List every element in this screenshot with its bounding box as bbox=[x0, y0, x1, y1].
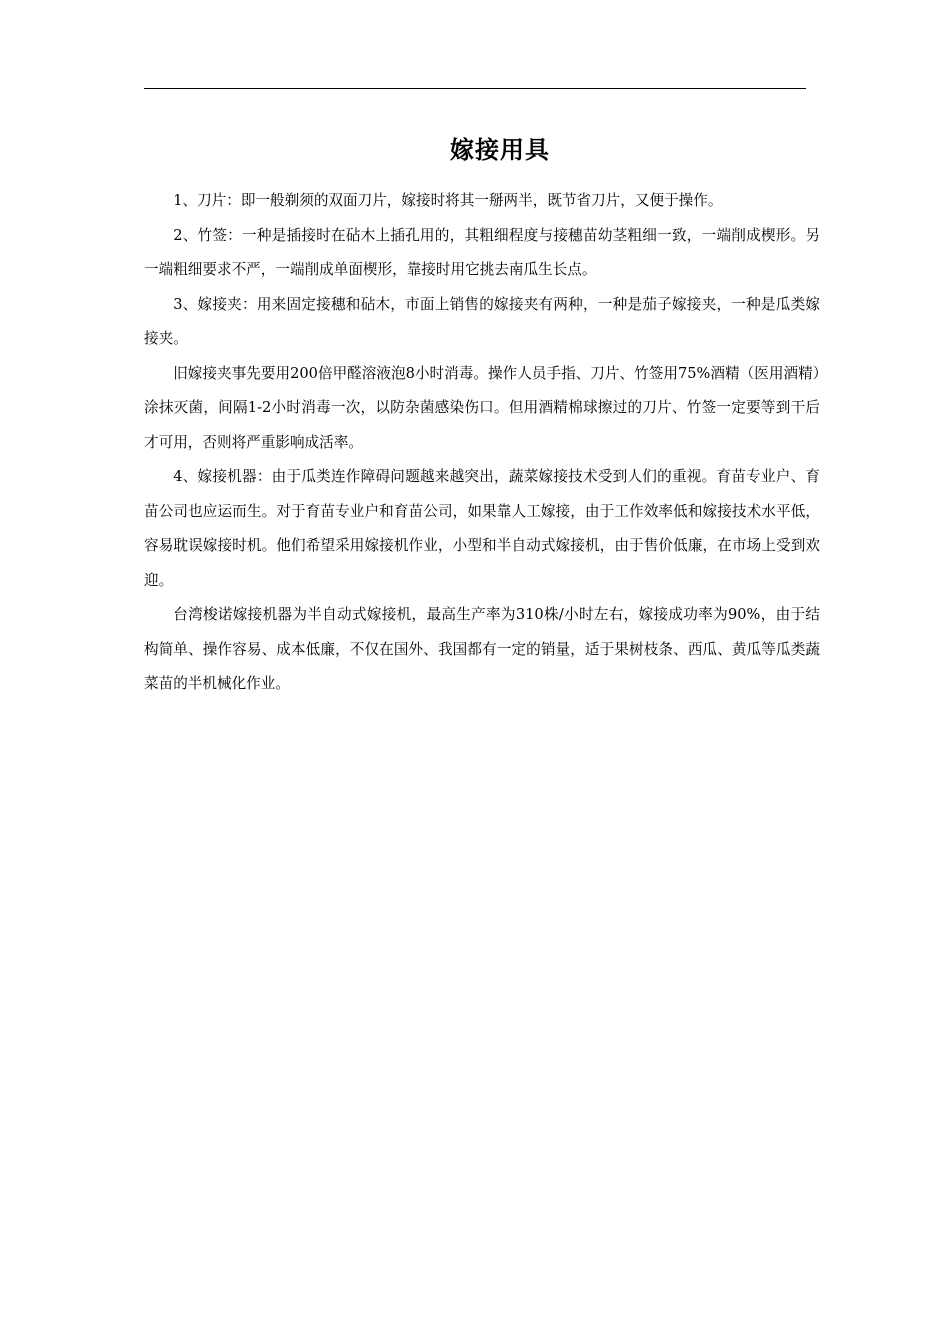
page-title: 嫁接用具 bbox=[450, 135, 550, 164]
document-body bbox=[144, 184, 820, 702]
paragraph-bamboo-stick: 2、竹签：一种是插接时在砧木上插孔用的，其粗细程度与接穗苗幼茎粗细一致，一端削成楔形。另一端粗细要求不严，一端削成单面楔形，靠接时用它挑去南瓜生长点。 bbox=[144, 226, 820, 278]
paragraph-blade: 1、刀片：即一般剃须的双面刀片，嫁接时将其一掰两半，既节省刀片，又便于操作。 bbox=[173, 192, 723, 209]
header-rule bbox=[144, 88, 806, 89]
paragraph-taiwan-machine: 台湾梭诺嫁接机器为半自动式嫁接机，最高生产率为310株/小时左右，嫁接成功率为90%，由于结构简单、操作容易、成本低廉，不仅在国外、我国都有一定的销量，适于果树枝条、西瓜、黄瓜等瓜类蔬菜苗的半机械化作业。 bbox=[144, 606, 820, 692]
paragraph-grafting-machine: 4、嫁接机器：由于瓜类连作障碍问题越来越突出，蔬菜嫁接技术受到人们的重视。育苗专业户、育苗公司也应运而生。对于育苗专业户和育苗公司，如果靠人工嫁接，由于工作效率低和嫁接技术水平低，容易耽误嫁接时机。他们希望采用嫁接机作业，小型和半自动式嫁接机，由于售价低廉，在市场上受到欢迎。 bbox=[144, 468, 820, 589]
paragraph-disinfection: 旧嫁接夹事先要用200倍甲醛溶液泡8小时消毒。操作人员手指、刀片、竹签用75%酒精（医用酒精）涂抹灭菌，间隔1-2小时消毒一次，以防杂菌感染伤口。但用酒精棉球擦过的刀片、竹签一定要等到干后才可用，否则将严重影响成活率。 bbox=[144, 364, 820, 451]
paragraph-grafting-clip: 3、嫁接夹：用来固定接穗和砧木，市面上销售的嫁接夹有两种，一种是茄子嫁接夹，一种是瓜类嫁接夹。 bbox=[144, 295, 820, 347]
